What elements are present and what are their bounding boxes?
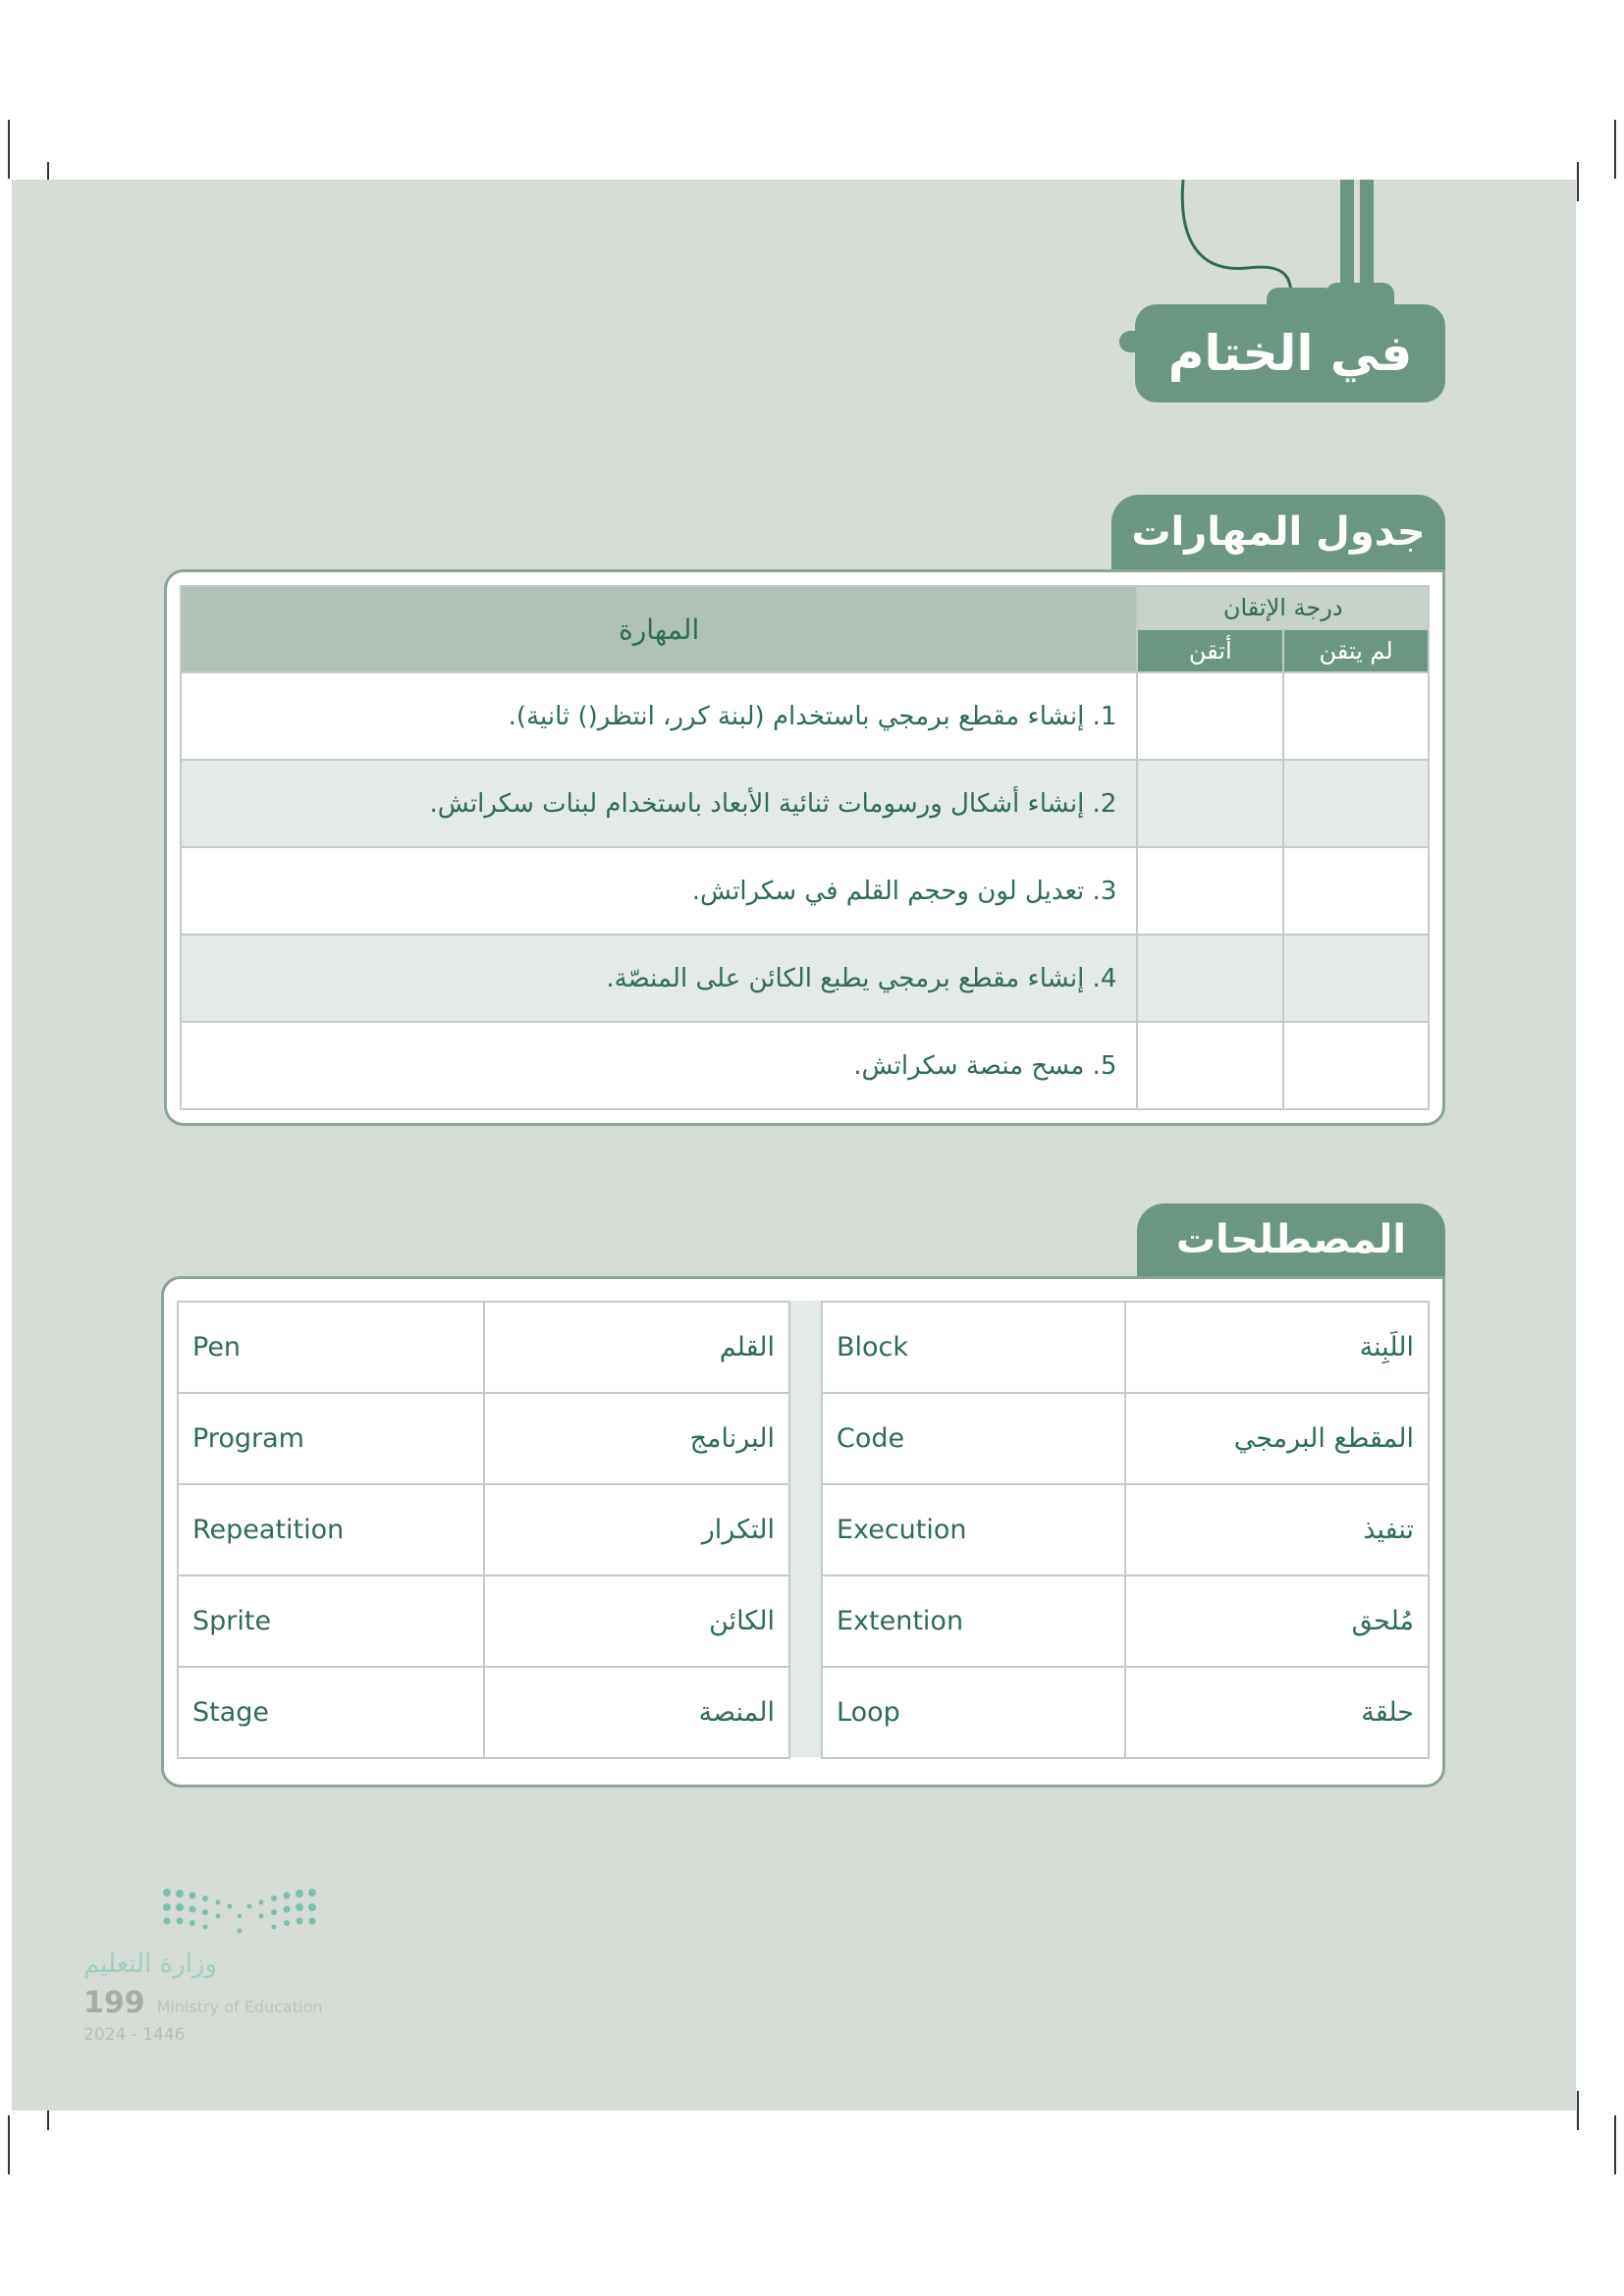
term-ar: القلم (484, 1302, 789, 1393)
col-mastered: أتقن (1137, 629, 1283, 672)
table-row (181, 847, 1429, 934)
term-row (822, 1393, 1429, 1484)
term-row (178, 1302, 789, 1393)
term-ar: المقطع البرمجي (1125, 1393, 1429, 1484)
mastered-cell[interactable] (1137, 1022, 1283, 1109)
ministry-name-en: Ministry of Education (156, 1997, 323, 2016)
crop-mark (1614, 2115, 1616, 2174)
page-title: في الختام (1167, 325, 1413, 382)
mastered-cell[interactable] (1137, 760, 1283, 847)
terms-divider (790, 1301, 821, 1757)
term-en: Loop (822, 1667, 1125, 1758)
term-row (822, 1575, 1429, 1667)
term-en: Code (822, 1393, 1125, 1484)
crop-mark (8, 120, 10, 179)
mastered-cell[interactable] (1137, 934, 1283, 1022)
col-not-mastered: لم يتقن (1283, 629, 1429, 672)
terms-table-left (177, 1301, 790, 1759)
terms-table-right (821, 1301, 1430, 1759)
not-mastered-cell[interactable] (1283, 1022, 1429, 1109)
term-en: Program (178, 1393, 484, 1484)
term-en: Pen (178, 1302, 484, 1393)
section-badge (1135, 304, 1445, 402)
term-row (178, 1667, 789, 1758)
not-mastered-cell[interactable] (1283, 672, 1429, 760)
term-en: Repeatition (178, 1484, 484, 1575)
not-mastered-cell[interactable] (1283, 847, 1429, 934)
crop-mark (1614, 120, 1616, 179)
term-row (178, 1575, 789, 1667)
term-ar: حلقة (1125, 1667, 1429, 1758)
crop-mark (1577, 162, 1579, 201)
skills-tab: جدول المهارات (1111, 495, 1445, 569)
skill-text: 3. تعديل لون وحجم القلم في سكراتش. (181, 847, 1137, 934)
skill-text: 5. مسح منصة سكراتش. (181, 1022, 1137, 1109)
term-ar: المنصة (484, 1667, 789, 1758)
ministry-name-ar: وزارة التعليم (83, 1949, 218, 1979)
term-en: Stage (178, 1667, 484, 1758)
term-en: Extention (822, 1575, 1125, 1667)
footer-page-line (83, 1985, 322, 2022)
table-row (181, 1022, 1429, 1109)
term-row (822, 1484, 1429, 1575)
skill-text: 2. إنشاء أشكال ورسومات ثنائية الأبعاد باستخدام لبنات سكراتش. (181, 760, 1137, 847)
term-en: Sprite (178, 1575, 484, 1667)
ministry-logo-icon (161, 1887, 323, 1941)
skill-text: 4. إنشاء مقطع برمجي يطبع الكائن على المنصّة. (181, 934, 1137, 1022)
col-skill: المهارة (181, 586, 1137, 672)
cable-decoration-icon (1119, 180, 1453, 317)
footer (83, 1949, 322, 2046)
not-mastered-cell[interactable] (1283, 760, 1429, 847)
col-degree: درجة الإتقان (1137, 586, 1429, 629)
page-panel (12, 180, 1576, 2110)
term-row (178, 1393, 789, 1484)
terms-tab: المصطلحات (1137, 1203, 1445, 1276)
term-row (822, 1667, 1429, 1758)
table-row (181, 934, 1429, 1022)
term-ar: التكرار (484, 1484, 789, 1575)
not-mastered-cell[interactable] (1283, 934, 1429, 1022)
term-ar: البرنامج (484, 1393, 789, 1484)
skill-text: 1. إنشاء مقطع برمجي باستخدام (لبنة كرر، انتظر() ثانية). (181, 672, 1137, 760)
term-en: Execution (822, 1484, 1125, 1575)
crop-mark (1577, 2091, 1579, 2130)
academic-year: 2024 - 1446 (83, 2025, 186, 2045)
term-ar: الكائن (484, 1575, 789, 1667)
mastered-cell[interactable] (1137, 847, 1283, 934)
skills-table (180, 585, 1430, 1110)
table-row (181, 760, 1429, 847)
page-number: 199 (83, 1985, 145, 2020)
crop-mark (8, 2115, 10, 2174)
term-ar: تنفيذ (1125, 1484, 1429, 1575)
term-row (822, 1302, 1429, 1393)
term-ar: اللَبِنة (1125, 1302, 1429, 1393)
term-en: Block (822, 1302, 1125, 1393)
mastered-cell[interactable] (1137, 672, 1283, 760)
term-ar: مُلحق (1125, 1575, 1429, 1667)
term-row (178, 1484, 789, 1575)
table-row (181, 672, 1429, 760)
